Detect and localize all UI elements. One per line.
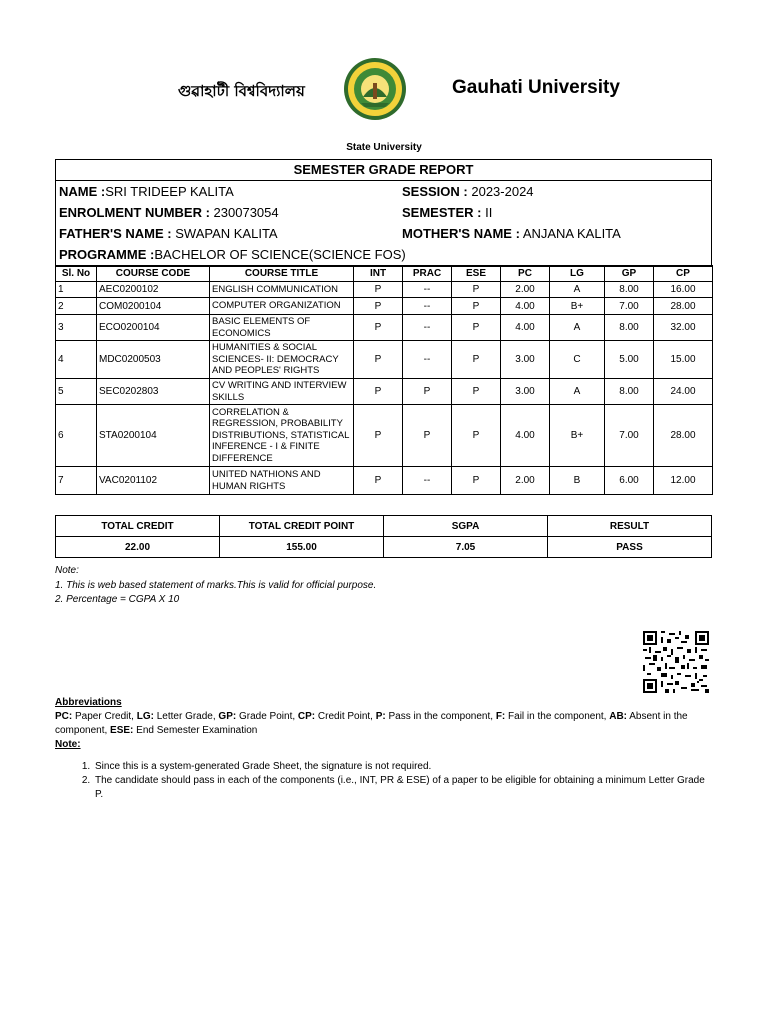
cell: B xyxy=(550,467,605,495)
cell: 3.00 xyxy=(501,341,550,379)
mother-row xyxy=(402,223,621,244)
cell: 3.00 xyxy=(501,379,550,405)
cell: 32.00 xyxy=(654,315,713,341)
abbr-text: Grade Point, xyxy=(236,711,298,722)
abbr-key: P: xyxy=(375,711,386,722)
abbr-text: Credit Point, xyxy=(315,711,376,722)
table-row xyxy=(56,405,713,467)
table-row xyxy=(56,315,713,341)
cell: VAC0201102 xyxy=(97,467,210,495)
cell: SEC0202803 xyxy=(97,379,210,405)
cell: COMPUTER ORGANIZATION xyxy=(210,298,354,315)
abbr-key: CP: xyxy=(297,711,316,722)
abbr-key: AB: xyxy=(609,711,627,722)
cell: ECO0200104 xyxy=(97,315,210,341)
sgpa-value: 7.05 xyxy=(384,537,548,558)
programme-value: BACHELOR OF SCIENCE(SCIENCE FOS) xyxy=(154,247,406,262)
enrolment-row xyxy=(59,202,279,223)
semester-label: SEMESTER : xyxy=(402,205,482,220)
cell: 28.00 xyxy=(654,405,713,467)
header-cell: PRAC xyxy=(403,266,452,282)
cell: -- xyxy=(403,467,452,495)
cell: B+ xyxy=(550,298,605,315)
list-item: 2. The candidate should pass in each of the components (i.e., INT, PR & ESE) of a paper to be eligible for obtaining a minimum Letter Grade P. xyxy=(93,774,715,802)
totals-value-row xyxy=(56,537,712,558)
university-name: Gauhati University xyxy=(452,77,620,98)
header-cell: Sl. No xyxy=(56,266,97,282)
cell: P xyxy=(452,282,501,298)
father-label: FATHER'S NAME : xyxy=(59,226,172,241)
grade-report xyxy=(55,159,712,267)
cell: ENGLISH COMMUNICATION xyxy=(210,282,354,298)
cell: 3 xyxy=(56,315,97,341)
cell: MDC0200503 xyxy=(97,341,210,379)
cell: P xyxy=(452,379,501,405)
report-title: SEMESTER GRADE REPORT xyxy=(56,160,711,181)
university-emblem-icon xyxy=(343,57,407,121)
table-row xyxy=(56,379,713,405)
cell: P xyxy=(452,341,501,379)
total-credit-point-value: 155.00 xyxy=(220,537,384,558)
father-row xyxy=(59,223,278,244)
abbreviations-notes xyxy=(55,760,715,802)
cell: 4.00 xyxy=(501,405,550,467)
name-row xyxy=(59,181,234,202)
abbr-key: ESE: xyxy=(110,725,134,736)
cell: 4.00 xyxy=(501,315,550,341)
cell: 8.00 xyxy=(605,282,654,298)
abbr-key: GP: xyxy=(218,711,237,722)
cell: 6.00 xyxy=(605,467,654,495)
student-info xyxy=(56,181,711,266)
abbr-text: End Semester Examination xyxy=(133,725,258,736)
grades-header-row xyxy=(56,266,713,282)
note-section xyxy=(55,564,376,608)
header-cell: COURSE CODE xyxy=(97,266,210,282)
header-cell: ESE xyxy=(452,266,501,282)
cell: P xyxy=(452,405,501,467)
note-line: 2. Percentage = CGPA X 10 xyxy=(55,594,180,605)
cell: AEC0200102 xyxy=(97,282,210,298)
semester-value: II xyxy=(481,205,493,220)
cell: P xyxy=(354,282,403,298)
cell: A xyxy=(550,315,605,341)
cell: 7.00 xyxy=(605,298,654,315)
cell: 1 xyxy=(56,282,97,298)
programme-label: PROGRAMME : xyxy=(59,247,155,262)
result-value: PASS xyxy=(548,537,712,558)
cell: 7.00 xyxy=(605,405,654,467)
abbreviations-title: Abbreviations xyxy=(55,697,122,708)
total-credit-value: 22.00 xyxy=(56,537,220,558)
table-row xyxy=(56,467,713,495)
totals-table xyxy=(55,515,712,558)
cell: B+ xyxy=(550,405,605,467)
cell: 5.00 xyxy=(605,341,654,379)
cell: 12.00 xyxy=(654,467,713,495)
sgpa-header: SGPA xyxy=(384,516,548,537)
abbr-text: Pass in the component, xyxy=(385,711,496,722)
cell: 6 xyxy=(56,405,97,467)
programme-row xyxy=(59,244,406,265)
cell: 2 xyxy=(56,298,97,315)
cell: 5 xyxy=(56,379,97,405)
table-row xyxy=(56,341,713,379)
total-credit-header: TOTAL CREDIT xyxy=(56,516,220,537)
header xyxy=(0,52,768,132)
cell: P xyxy=(452,298,501,315)
qr-code-icon xyxy=(643,631,709,693)
cell: 8.00 xyxy=(605,379,654,405)
abbr-key: F: xyxy=(495,711,506,722)
cell: COM0200104 xyxy=(97,298,210,315)
totals-header-row xyxy=(56,516,712,537)
cell: P xyxy=(403,405,452,467)
header-cell: LG xyxy=(550,266,605,282)
name-value: SRI TRIDEEP KALITA xyxy=(105,184,234,199)
cell: 28.00 xyxy=(654,298,713,315)
cell: 7 xyxy=(56,467,97,495)
father-value: SWAPAN KALITA xyxy=(171,226,278,241)
total-credit-point-header: TOTAL CREDIT POINT xyxy=(220,516,384,537)
cell: UNITED NATHIONS AND HUMAN RIGHTS xyxy=(210,467,354,495)
cell: P xyxy=(354,379,403,405)
cell: A xyxy=(550,282,605,298)
university-name-bengali: গুৱাহাটী বিশ্ববিদ্যালয় xyxy=(178,82,305,100)
cell: P xyxy=(354,298,403,315)
university-status: State University xyxy=(346,142,422,153)
abbr-text: Fail in the component, xyxy=(505,711,610,722)
cell: P xyxy=(354,405,403,467)
mother-value: ANJANA KALITA xyxy=(519,226,621,241)
cell: P xyxy=(354,467,403,495)
enrolment-label: ENROLMENT NUMBER : xyxy=(59,205,210,220)
cell: STA0200104 xyxy=(97,405,210,467)
cell: 2.00 xyxy=(501,467,550,495)
cell: HUMANITIES & SOCIAL SCIENCES- II: DEMOCRACY AND PEOPLES' RIGHTS xyxy=(210,341,354,379)
cell: 16.00 xyxy=(654,282,713,298)
cell: 15.00 xyxy=(654,341,713,379)
header-cell: CP xyxy=(654,266,713,282)
cell: 4.00 xyxy=(501,298,550,315)
cell: P xyxy=(452,315,501,341)
cell: -- xyxy=(403,282,452,298)
cell: -- xyxy=(403,298,452,315)
cell: CORRELATION & REGRESSION, PROBABILITY DISTRIBUTIONS, STATISTICAL INFERENCE - I & FINITE DIFFERENCE xyxy=(210,405,354,467)
cell: 8.00 xyxy=(605,315,654,341)
header-cell: INT xyxy=(354,266,403,282)
cell: -- xyxy=(403,315,452,341)
cell: P xyxy=(403,379,452,405)
abbr-key: PC: xyxy=(55,711,73,722)
grades-table xyxy=(55,265,713,495)
note-line: 1. This is web based statement of marks.This is valid for official purpose. xyxy=(55,579,377,591)
session-row xyxy=(402,181,534,202)
cell: P xyxy=(354,315,403,341)
enrolment-value: 230073054 xyxy=(209,205,279,220)
note-title: Note: xyxy=(55,565,79,576)
session-value: 2023-2024 xyxy=(467,184,534,199)
table-row xyxy=(56,282,713,298)
abbreviations-note-title: Note: xyxy=(55,739,81,750)
mother-label: MOTHER'S NAME : xyxy=(402,226,520,241)
name-label: NAME : xyxy=(59,184,106,199)
session-label: SESSION : xyxy=(402,184,468,199)
cell: 2.00 xyxy=(501,282,550,298)
abbreviations-list xyxy=(55,710,715,738)
cell: P xyxy=(452,467,501,495)
abbr-text: Absent in the component, xyxy=(55,711,688,736)
abbr-text: Paper Credit, xyxy=(72,711,137,722)
abbr-text: Letter Grade, xyxy=(153,711,219,722)
header-cell: PC xyxy=(501,266,550,282)
cell: A xyxy=(550,379,605,405)
result-header: RESULT xyxy=(548,516,712,537)
header-cell: GP xyxy=(605,266,654,282)
cell: BASIC ELEMENTS OF ECONOMICS xyxy=(210,315,354,341)
semester-row xyxy=(402,202,492,223)
abbreviations-section xyxy=(55,696,715,802)
cell: 4 xyxy=(56,341,97,379)
header-cell: COURSE TITLE xyxy=(210,266,354,282)
cell: -- xyxy=(403,341,452,379)
list-item: 1. Since this is a system-generated Grade Sheet, the signature is not required. xyxy=(93,760,715,774)
cell: CV WRITING AND INTERVIEW SKILLS xyxy=(210,379,354,405)
cell: 24.00 xyxy=(654,379,713,405)
cell: C xyxy=(550,341,605,379)
abbr-key: LG: xyxy=(136,711,154,722)
table-row xyxy=(56,298,713,315)
cell: P xyxy=(354,341,403,379)
